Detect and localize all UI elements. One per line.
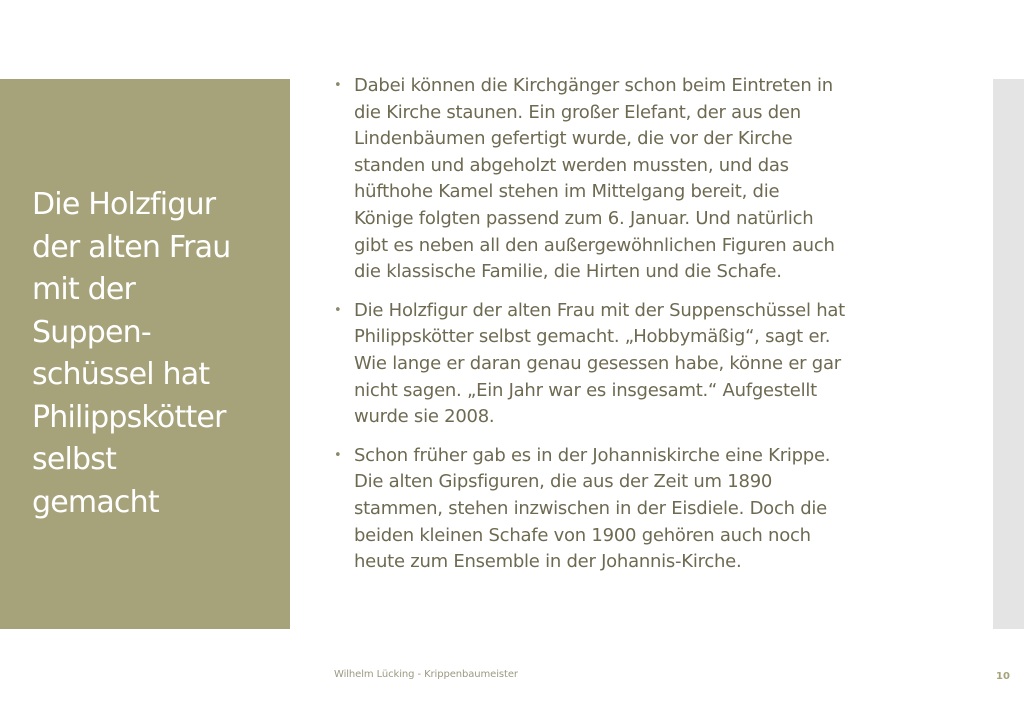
bullet-item: [334, 443, 934, 576]
slide-title: Die Holzfigur der alten Frau mit der Suppen- schüssel hat Philippskötter selbst gemacht: [32, 187, 231, 520]
page-number: 10: [996, 671, 1010, 682]
bullet-icon: •: [334, 447, 342, 463]
side-accent-bar: [993, 79, 1024, 629]
footer-text: Wilhelm Lücking - Krippenbaumeister: [334, 669, 518, 680]
bullet-text: Die Holzfigur der alten Frau mit der Suppenschüssel hat Philippskötter selbst gemacht. „Hobbymäßig“, sagt er. Wie lange er daran genau gesessen habe, könne er gar nicht sagen. „Ein Jahr war es insgesamt.“ Aufgestellt wurde sie 2008.: [354, 299, 845, 428]
bullet-text: Schon früher gab es in der Johanniskirche eine Krippe. Die alten Gipsfiguren, die aus der Zeit um 1890 stammen, stehen inzwischen in der Eisdiele. Doch die beiden kleinen Schafe von 1900 gehören auch noch heute zum Ensemble in der Johannis-Kirche.: [354, 444, 831, 573]
bullet-list: [334, 73, 934, 588]
bullet-text: Dabei können die Kirchgänger schon beim Eintreten in die Kirche staunen. Ein großer Elefant, der aus den Lindenbäumen gefertigt wurde, die vor der Kirche standen und abgeholzt werden mussten, und das hüfthohe Kamel stehen im Mittelgang bereit, die Könige folgten passend zum 6. Januar. Und natürlich gibt es neben all den außergewöhnlichen Figuren auch die klassische Familie, die Hirten und die Schafe.: [354, 75, 835, 283]
bullet-icon: •: [334, 78, 342, 93]
bullet-icon: •: [334, 302, 342, 318]
bullet-item: [334, 298, 934, 431]
bullet-item: [334, 73, 934, 286]
